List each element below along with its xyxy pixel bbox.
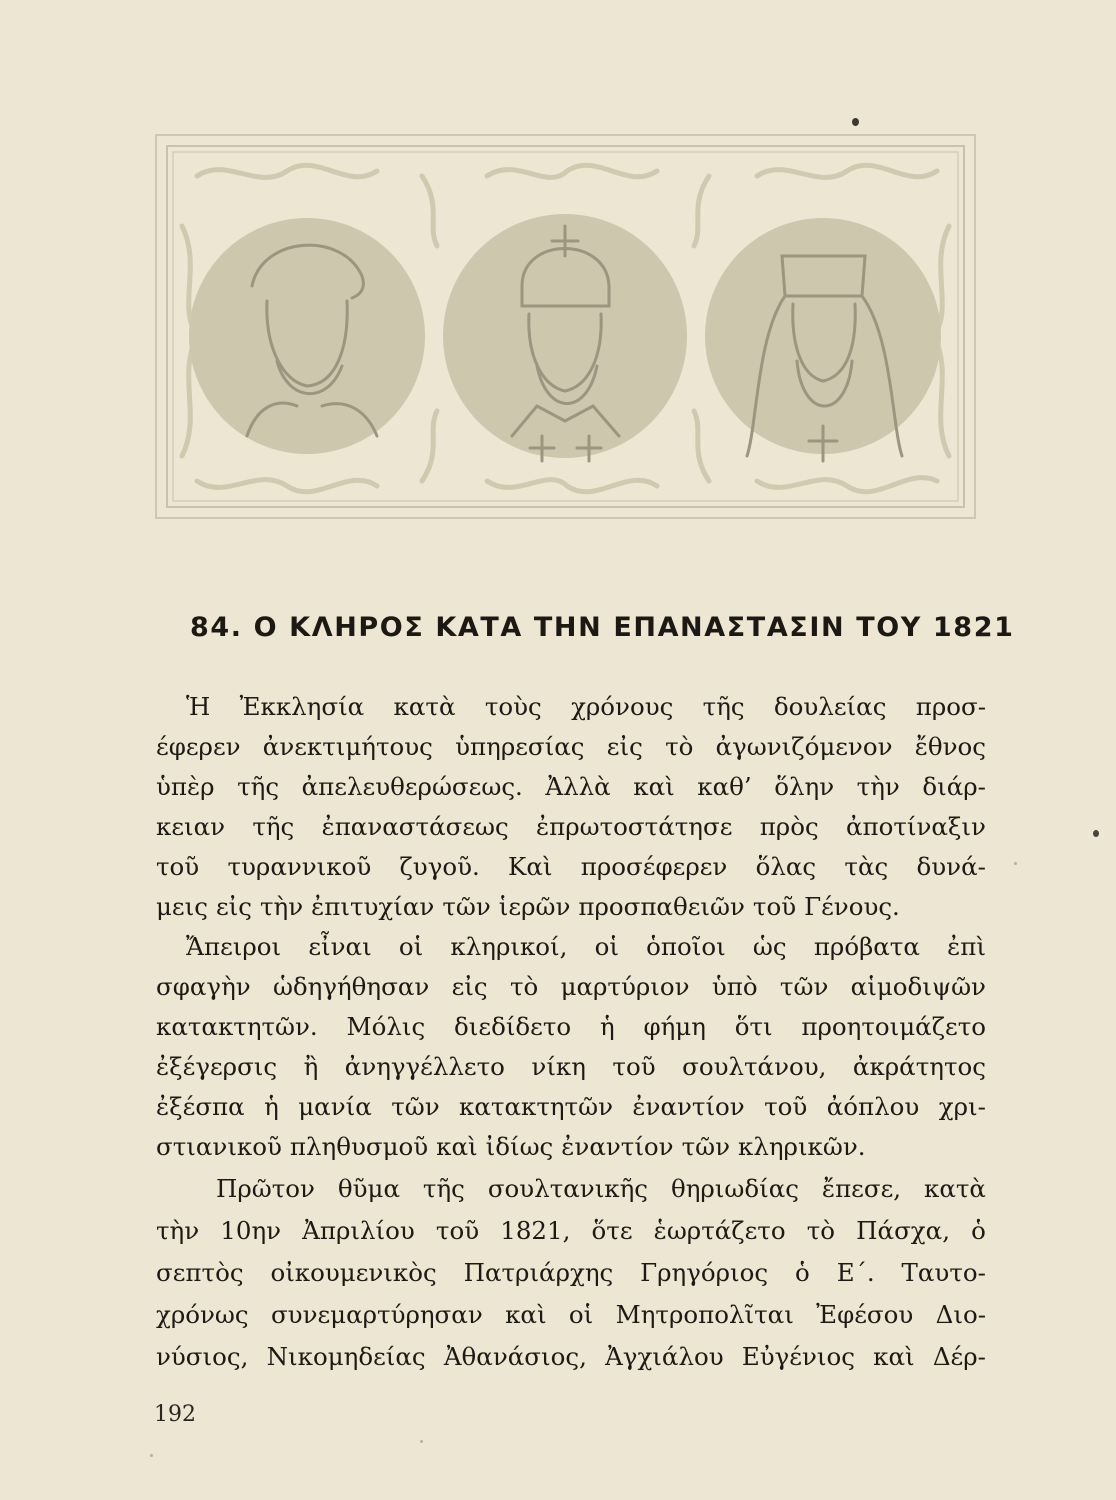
word: θηριωδίας bbox=[670, 1174, 799, 1203]
word: ἀόπλου bbox=[826, 1092, 920, 1121]
word: χρι- bbox=[938, 1092, 986, 1121]
word: ἡ bbox=[264, 1092, 279, 1121]
word: ἱερῶν bbox=[498, 892, 571, 921]
word: τῆς bbox=[422, 1174, 465, 1203]
text-line bbox=[156, 766, 986, 808]
word: τοῦ bbox=[156, 852, 200, 881]
word: τοῦ bbox=[612, 1052, 656, 1081]
word: Ἀγχιάλου bbox=[605, 1342, 724, 1371]
word: Γρηγόριος bbox=[640, 1258, 769, 1287]
word: κειαν bbox=[156, 812, 226, 841]
word: Νικομηδείας bbox=[266, 1342, 426, 1371]
word: ἡ bbox=[599, 1012, 615, 1041]
word: 1821, bbox=[500, 1216, 571, 1245]
paper-speck bbox=[1014, 862, 1017, 865]
text-line bbox=[156, 1252, 986, 1294]
text-line bbox=[156, 1210, 986, 1252]
paper-speck bbox=[150, 1454, 153, 1457]
text-line bbox=[156, 1086, 986, 1128]
word: ὅτι bbox=[734, 1012, 773, 1041]
word: Καὶ bbox=[508, 852, 553, 881]
word: σουλτανικῆς bbox=[487, 1174, 649, 1203]
word: τῶν bbox=[391, 1092, 440, 1121]
word: ἐξέγερσις bbox=[156, 1052, 278, 1081]
word: ἀπελευθερώσεως. bbox=[301, 772, 523, 801]
word: ἐπιτυχίαν bbox=[311, 892, 435, 921]
word: καὶ bbox=[633, 772, 675, 801]
word: Ε΄. bbox=[836, 1258, 875, 1287]
text-line bbox=[156, 886, 986, 928]
word: τὸ bbox=[509, 972, 539, 1001]
word: ἐναντίον bbox=[632, 1092, 745, 1121]
word: έφερεν bbox=[156, 732, 241, 761]
word: πληθυσμοῦ bbox=[289, 1132, 429, 1161]
word: τῶν bbox=[442, 892, 491, 921]
word: νίκη bbox=[531, 1052, 586, 1081]
word: ὑπὲρ bbox=[156, 772, 215, 801]
word: διάρ- bbox=[922, 772, 986, 801]
word: ἐξέσπα bbox=[156, 1092, 245, 1121]
word: δυνά- bbox=[916, 852, 986, 881]
word: τῆς bbox=[252, 812, 295, 841]
word: τυραννικοῦ bbox=[227, 852, 372, 881]
word: διεδίδετο bbox=[454, 1012, 572, 1041]
word: πρὸς bbox=[759, 812, 819, 841]
word: θῦμα bbox=[337, 1174, 400, 1203]
word: τὴν bbox=[259, 892, 304, 921]
word: ὑπὸ bbox=[711, 972, 758, 1001]
word: ἐπαναστάσεως bbox=[321, 812, 509, 841]
word: Πρῶτον bbox=[216, 1174, 315, 1203]
word: τοῦ bbox=[435, 1216, 480, 1245]
word: τῶν bbox=[681, 1132, 731, 1161]
word: τὴν bbox=[856, 772, 900, 801]
word: Ἐφέσου bbox=[816, 1300, 914, 1329]
word: ὡς bbox=[752, 932, 787, 961]
word: Μόλις bbox=[346, 1012, 426, 1041]
word: Γένους. bbox=[804, 892, 900, 921]
word: ἔθνος bbox=[914, 732, 986, 761]
portrait-illustration bbox=[155, 134, 976, 519]
word: οἱ bbox=[568, 1300, 594, 1329]
word: κατὰ bbox=[924, 1174, 986, 1203]
word: Διο- bbox=[935, 1300, 986, 1329]
word: ζυγοῦ. bbox=[399, 852, 480, 881]
word: τῶν bbox=[779, 972, 829, 1001]
word: ὅτε bbox=[591, 1216, 633, 1245]
word: ἢ bbox=[303, 1052, 319, 1081]
word: φήμη bbox=[643, 1012, 706, 1041]
text-line bbox=[156, 1046, 986, 1088]
word: χρόνους bbox=[571, 692, 674, 721]
word: ὁποῖοι bbox=[646, 932, 726, 961]
word: οἱ bbox=[594, 932, 619, 961]
word: πρόβατα bbox=[813, 932, 920, 961]
word: εἰς bbox=[215, 892, 252, 921]
word: ἐναντίον bbox=[561, 1132, 674, 1161]
word: εἰς bbox=[606, 732, 643, 761]
word: ὑπηρεσίας bbox=[455, 732, 585, 761]
word: καὶ bbox=[436, 1132, 478, 1161]
word: ἀνηγγέλλετο bbox=[344, 1052, 505, 1081]
word: τὸ bbox=[665, 732, 694, 761]
chapter-title: 84. Ο ΚΛΗΡΟΣ ΚΑΤΑ ΤΗΝ ΕΠΑΝΑΣΤΑΣΙΝ ΤΟΥ 1821 bbox=[190, 612, 1015, 643]
word: ἑωρτάζετο bbox=[653, 1216, 786, 1245]
word: 10ην bbox=[220, 1216, 282, 1245]
text-line bbox=[156, 1006, 986, 1048]
word: καὶ bbox=[505, 1300, 547, 1329]
page-number: 192 bbox=[154, 1402, 196, 1427]
word: νύσιος, bbox=[156, 1342, 249, 1371]
word: τῆς bbox=[702, 692, 745, 721]
word: μανία bbox=[298, 1092, 372, 1121]
word: εἰς bbox=[451, 972, 488, 1001]
word: Ταυτο- bbox=[901, 1258, 986, 1287]
word: ὡδηγήθησαν bbox=[272, 972, 430, 1001]
word: εἶναι bbox=[308, 932, 372, 961]
word: ἰδίως bbox=[485, 1132, 554, 1161]
word: τῆς bbox=[237, 772, 280, 801]
word: Ἀθανάσιος, bbox=[443, 1342, 587, 1371]
word: μαρτύριον bbox=[560, 972, 690, 1001]
word: δουλείας bbox=[773, 692, 887, 721]
word: Ἡ bbox=[186, 692, 211, 721]
word: ἀκράτητος bbox=[852, 1052, 986, 1081]
word: χρόνως bbox=[156, 1300, 249, 1329]
word: τὰς bbox=[844, 852, 889, 881]
word: οἱ bbox=[398, 932, 424, 961]
text-line bbox=[156, 1126, 986, 1168]
word: ὅλην bbox=[774, 772, 835, 801]
word: προσέφερεν bbox=[580, 852, 728, 881]
word: κληρικῶν. bbox=[738, 1132, 866, 1161]
word: ὁ bbox=[971, 1216, 986, 1245]
text-line bbox=[216, 1168, 986, 1210]
text-line bbox=[186, 926, 986, 968]
word: σουλτάνου, bbox=[682, 1052, 827, 1081]
word: Μητροπολῖται bbox=[615, 1300, 794, 1329]
word: κατακτητῶν. bbox=[156, 1012, 318, 1041]
word: ἐπὶ bbox=[947, 932, 986, 961]
word: προσ- bbox=[915, 692, 986, 721]
word: κατακτητῶν bbox=[459, 1092, 613, 1121]
word: Ἀπριλίου bbox=[302, 1216, 415, 1245]
paper-speck bbox=[420, 1440, 423, 1443]
word: προσπαθειῶν bbox=[578, 892, 745, 921]
paper-speck bbox=[852, 118, 859, 126]
word: ἔπεσε, bbox=[821, 1174, 902, 1203]
word: ὁ bbox=[795, 1258, 810, 1287]
word: Ἐκκλησία bbox=[239, 692, 365, 721]
word: αἱμοδιψῶν bbox=[850, 972, 986, 1001]
word: Εὐγένιος bbox=[741, 1342, 855, 1371]
text-line bbox=[186, 686, 986, 728]
word: Ἀλλὰ bbox=[545, 772, 611, 801]
text-line bbox=[156, 726, 986, 768]
word: τοῦ bbox=[764, 1092, 808, 1121]
word: τὴν bbox=[156, 1216, 200, 1245]
word: προητοιμάζετο bbox=[801, 1012, 986, 1041]
word: τὸ bbox=[806, 1216, 836, 1245]
word: ἀγωνιζόμενον bbox=[715, 732, 893, 761]
paper-speck bbox=[1093, 830, 1099, 837]
word: οἰκουμενικὸς bbox=[270, 1258, 437, 1287]
text-line bbox=[156, 966, 986, 1008]
word: Πατριάρχης bbox=[463, 1258, 614, 1287]
text-line bbox=[156, 806, 986, 848]
word: τοὺς bbox=[484, 692, 542, 721]
text-line bbox=[156, 1294, 986, 1336]
word: κληρικοί, bbox=[450, 932, 568, 961]
three-clergy-portraits-icon bbox=[157, 136, 974, 517]
word: σφαγὴν bbox=[156, 972, 251, 1001]
word: κατὰ bbox=[393, 692, 456, 721]
word: ὅλας bbox=[755, 852, 817, 881]
text-line bbox=[156, 1336, 986, 1378]
text-line bbox=[156, 846, 986, 888]
word: μεις bbox=[156, 892, 208, 921]
word: τοῦ bbox=[752, 892, 797, 921]
word: Πάσχα, bbox=[856, 1216, 950, 1245]
word: ἀνεκτιμήτους bbox=[262, 732, 433, 761]
word: καθ’ bbox=[697, 772, 752, 801]
word: Δέρ- bbox=[932, 1342, 986, 1371]
word: καὶ bbox=[873, 1342, 915, 1371]
word: στιανικοῦ bbox=[156, 1132, 282, 1161]
word: συνεμαρτύρησαν bbox=[270, 1300, 483, 1329]
word: ἀποτίναξιν bbox=[845, 812, 986, 841]
word: Ἄπειροι bbox=[186, 932, 282, 961]
word: σεπτὸς bbox=[156, 1258, 244, 1287]
word: ἐπρωτοστάτησε bbox=[536, 812, 733, 841]
